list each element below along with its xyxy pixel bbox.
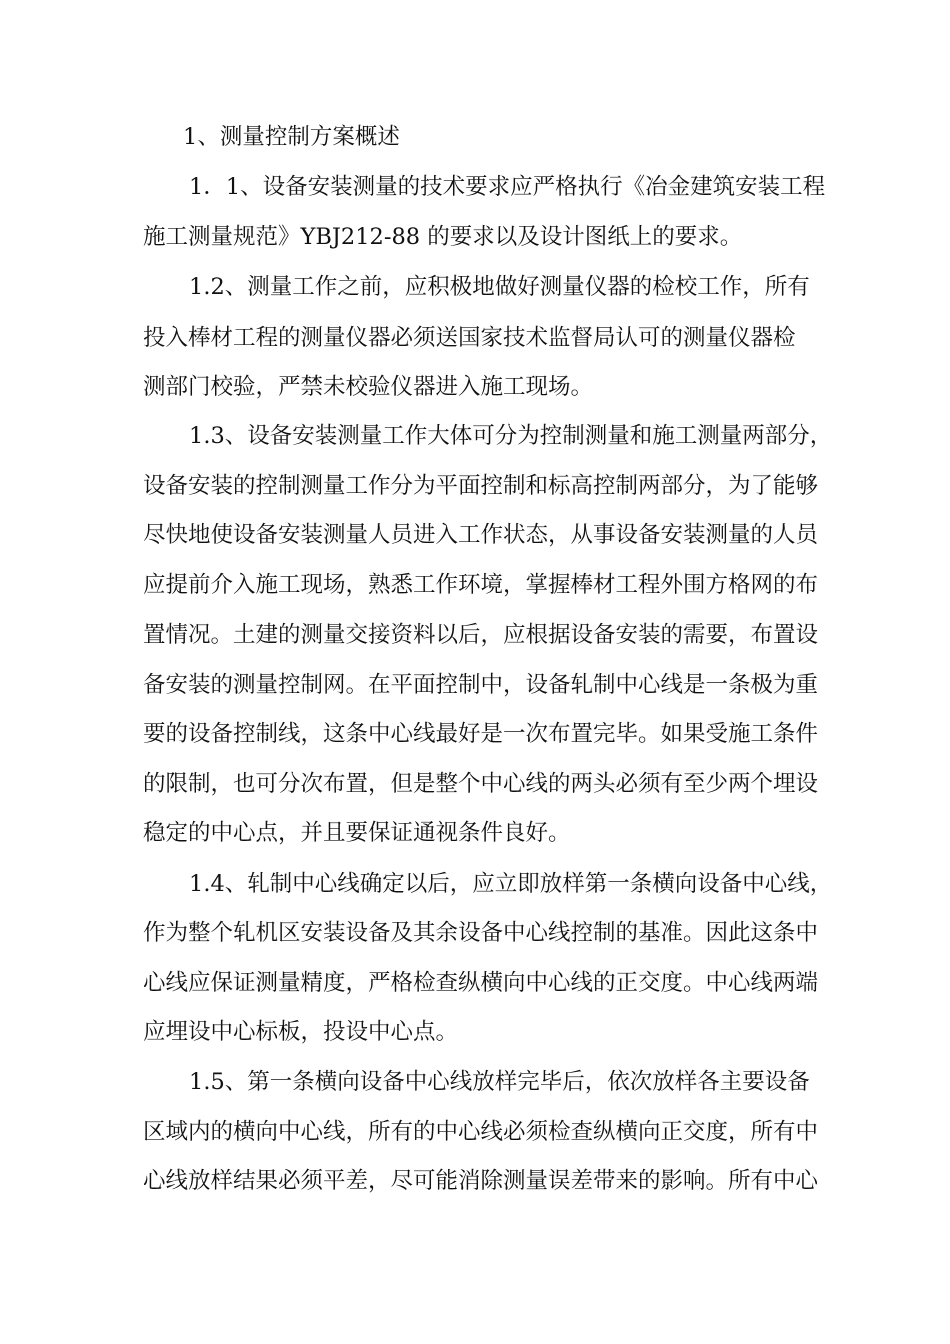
paragraph-1-3-line-9: 稳定的中心点，并且要保证通视条件良好。 (143, 820, 571, 846)
paragraph-1-3-line-7: 要的设备控制线，这条中心线最好是一次布置完毕。如果受施工条件 (143, 721, 819, 747)
paragraph-1-4-line-2: 作为整个轧机区安装设备及其余设备中心线控制的基准。因此这条中 (143, 920, 819, 946)
section-heading: 1、测量控制方案概述 (183, 124, 400, 150)
paragraph-1-5-line-1: 1.5、第一条横向设备中心线放样完毕后，依次放样各主要设备 (189, 1069, 810, 1095)
paragraph-1-3-line-3: 尽快地使设备安装测量人员进入工作状态，从事设备安装测量的人员 (143, 522, 819, 548)
paragraph-1-1-line-2: 施工测量规范》YBJ212-88 的要求以及设计图纸上的要求。 (143, 224, 743, 250)
paragraph-1-3-line-1: 1.3、设备安装测量工作大体可分为控制测量和施工测量两部分， (189, 423, 833, 449)
paragraph-1-3-line-4: 应提前介入施工现场，熟悉工作环境，掌握棒材工程外围方格网的布 (143, 572, 819, 598)
paragraph-1-5-line-2: 区域内的横向中心线，所有的中心线必须检查纵横向正交度，所有中 (143, 1119, 819, 1145)
paragraph-1-3-line-5: 置情况。土建的测量交接资料以后，应根据设备安装的需要，布置设 (143, 622, 819, 648)
paragraph-1-4-line-4: 应埋设中心标板，投设中心点。 (143, 1019, 459, 1045)
paragraph-1-1-line-1: 1．1、设备安装测量的技术要求应严格执行《冶金建筑安装工程 (189, 174, 826, 200)
paragraph-1-3-line-8: 的限制，也可分次布置，但是整个中心线的两头必须有至少两个埋设 (143, 771, 819, 797)
paragraph-1-2-line-3: 测部门校验，严禁未校验仪器进入施工现场。 (143, 374, 594, 400)
paragraph-1-2-line-2: 投入棒材工程的测量仪器必须送国家技术监督局认可的测量仪器检 (143, 325, 796, 351)
paragraph-1-3-line-2: 设备安装的控制测量工作分为平面控制和标高控制两部分，为了能够 (143, 473, 819, 499)
paragraph-1-4-line-3: 心线应保证测量精度，严格检查纵横向中心线的正交度。中心线两端 (143, 970, 819, 996)
paragraph-1-4-line-1: 1.4、轧制中心线确定以后，应立即放样第一条横向设备中心线， (189, 871, 833, 897)
paragraph-1-2-line-1: 1.2、测量工作之前，应积极地做好测量仪器的检校工作，所有 (189, 274, 810, 300)
paragraph-1-5-line-3: 心线放样结果必须平差，尽可能消除测量误差带来的影响。所有中心 (143, 1168, 819, 1194)
paragraph-1-3-line-6: 备安装的测量控制网。在平面控制中，设备轧制中心线是一条极为重 (143, 672, 819, 698)
